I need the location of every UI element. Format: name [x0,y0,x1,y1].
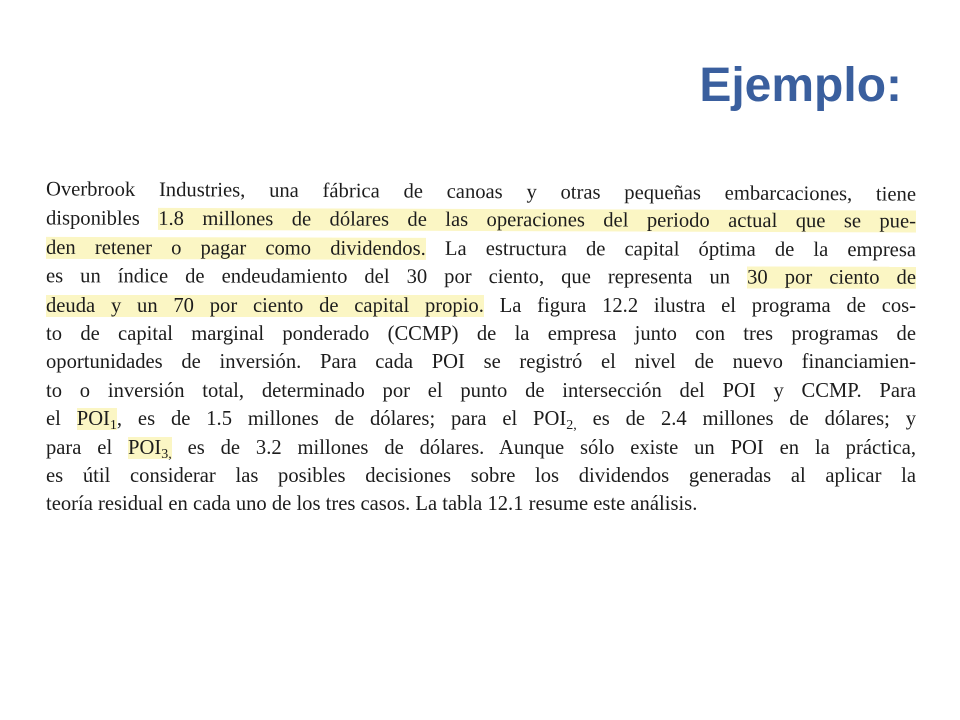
text-fragment: es de 3.2 millones de dólares. Aunque sólo existe un POI en la práctica, [171,436,916,459]
text-fragment: La figura 12.2 ilustra el programa de cos- [483,294,916,317]
text-fragment: disponibles [45,207,159,231]
highlighted-text: 30 por ciento de [747,266,917,289]
scanned-paragraph [46,178,916,519]
slide-title: Ejemplo: [699,59,902,112]
highlighted-text: den retener o pagar como dividendos. [45,236,426,260]
text-line: oportunidades de inversión. Para cada POI se registró el nivel de nuevo financiamien- [46,351,916,374]
text-fragment: , es de 1.5 millones de dólares; para el POI [116,408,567,431]
text-line [46,262,916,292]
poi-subscript: 3, [161,446,172,462]
highlighted-text: deuda y un 70 por ciento de capital propio. [46,294,484,317]
text-line [46,405,916,433]
highlighted-poi-1 [76,408,117,434]
poi-label: POI [128,436,162,459]
highlighted-poi-3 [128,436,172,462]
text-fragment: el [46,408,77,431]
poi-label: POI [76,408,110,431]
text-line [46,205,916,236]
text-line [46,292,916,320]
text-line: teoría residual en cada uno de los tres casos. La tabla 12.1 resume este análisis. [46,493,698,516]
text-fragment: La estructura de capital óptima de la empresa [425,237,917,261]
text-line [46,434,916,462]
text-fragment: para el [46,436,129,459]
highlighted-text: 1.8 millones de dólares de las operaciones del periodo actual que se pue- [158,208,917,233]
text-line: to de capital marginal ponderado (CCMP) de la empresa junto con tres programas de [46,322,916,345]
text-line: to o inversión total, determinado por el punto de intersección del POI y CCMP. Para [46,379,916,402]
poi-subscript: 1 [109,418,117,434]
poi-subscript: 2, [566,418,577,434]
text-fragment: es un índice de endeudamiento del 30 por ciento, que representa un [45,265,748,289]
text-line: Overbrook Industries, una fábrica de canoas y otras pequeñas embarcaciones, tiene [45,178,917,206]
text-fragment: es de 2.4 millones de dólares; y [576,408,917,431]
text-line [46,234,916,265]
text-line: es útil considerar las posibles decisiones sobre los dividendos generadas al aplicar la [46,464,916,487]
